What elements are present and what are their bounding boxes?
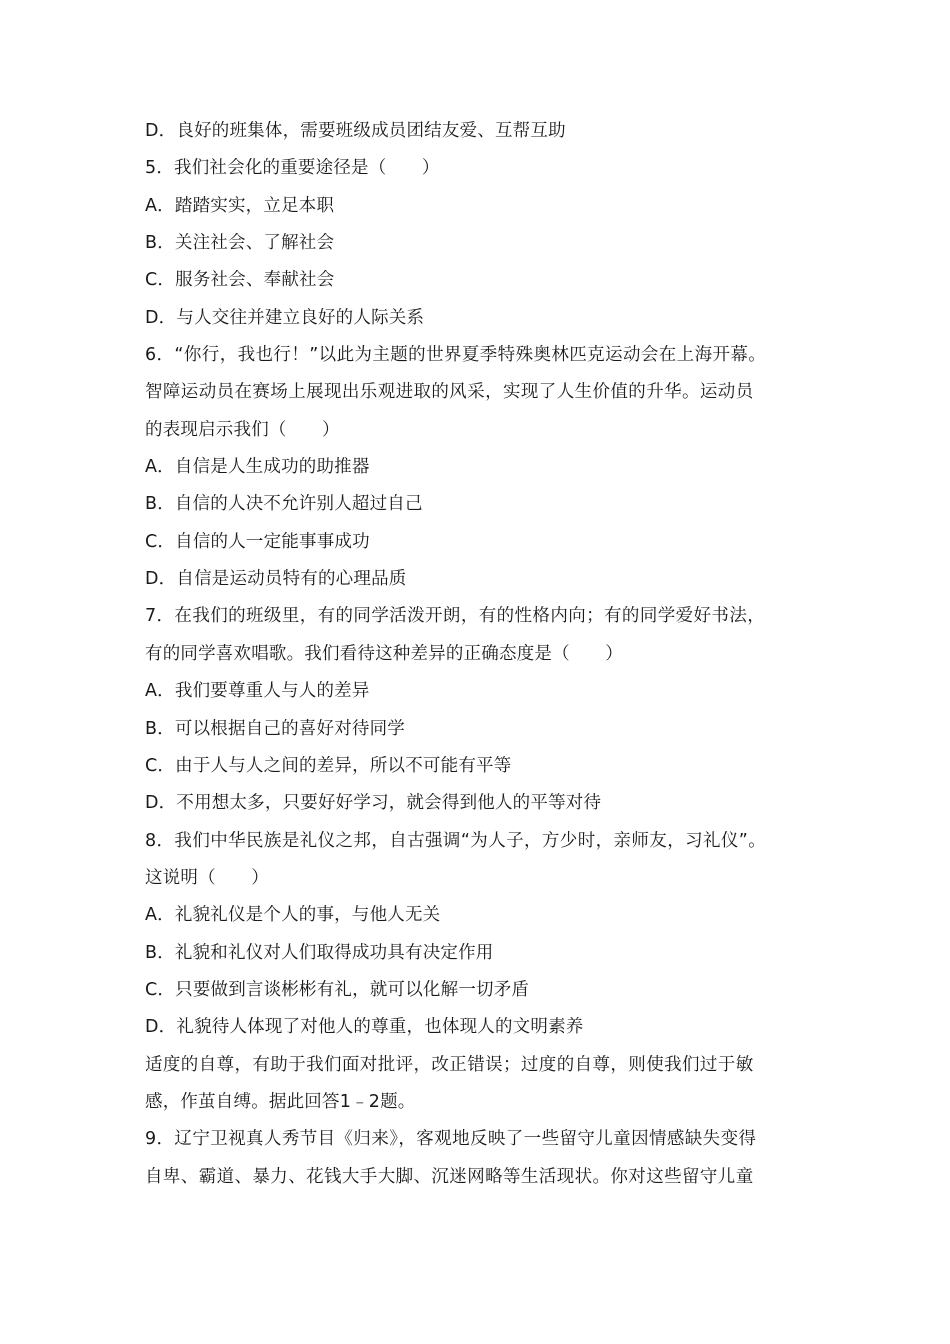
- option-c-q8: C．只要做到言谈彬彬有礼，就可以化解一切矛盾: [145, 979, 530, 1000]
- question-6-stem-line-1: 6．“你行，我也行！”以此为主题的世界夏季特殊奥林匹克运动会在上海开幕。: [145, 345, 767, 366]
- option-a-q7: A．我们要尊重人与人的差异: [145, 681, 370, 702]
- option-b-q5: B．关注社会、了解社会: [145, 233, 335, 254]
- option-a-q6: A．自信是人生成功的助推器: [145, 457, 370, 478]
- option-c-q7: C．由于人与人之间的差异，所以不可能有平等: [145, 755, 512, 776]
- question-9-stem-line-2: 自卑、霸道、暴力、花钱大手大脚、沉迷网略等生活现状。你对这些留守儿童: [145, 1166, 754, 1187]
- question-6-stem-line-3: 的表现启示我们（ ）: [145, 419, 340, 440]
- question-8-stem-line-2: 这说明（ ）: [145, 867, 269, 888]
- option-d-q8: D．礼貌待人体现了对他人的尊重，也体现人的文明素养: [145, 1017, 584, 1038]
- option-d-q4: D．良好的班集体，需要班级成员团结友爱、互帮互助: [145, 121, 566, 141]
- option-b-q7: B．可以根据自己的喜好对待同学: [145, 718, 406, 739]
- passage-line-2: 感，作茧自缚。据此回答1﹣2题。: [145, 1091, 416, 1112]
- question-9-stem-line-1: 9．辽宁卫视真人秀节目《归来》，客观地反映了一些留守儿童因情感缺失变得: [145, 1129, 757, 1150]
- option-a-q5: A．踏踏实实，立足本职: [145, 195, 335, 216]
- question-5-stem: 5．我们社会化的重要途径是（ ）: [145, 158, 440, 179]
- question-7-stem-line-2: 有的同学喜欢唱歌。我们看待这种差异的正确态度是（ ）: [145, 643, 623, 664]
- passage-line-1: 适度的自尊，有助于我们面对批评，改正错误；过度的自尊，则使我们过于敏: [145, 1054, 754, 1075]
- option-d-q5: D．与人交往并建立良好的人际关系: [145, 307, 425, 328]
- document-body: [145, 113, 815, 1196]
- option-a-q8: A．礼貌礼仪是个人的事，与他人无关: [145, 905, 441, 926]
- option-b-q8: B．礼貌和礼仪对人们取得成功具有决定作用: [145, 942, 494, 963]
- option-c-q6: C．自信的人一定能事事成功: [145, 531, 370, 552]
- option-d-q6: D．自信是运动员特有的心理品质: [145, 569, 407, 590]
- question-6-stem-line-2: 智障运动员在赛场上展现出乐观进取的风采，实现了人生价值的升华。运动员: [145, 382, 754, 403]
- option-b-q6: B．自信的人决不允许别人超过自己: [145, 494, 423, 515]
- question-7-stem-line-1: 7．在我们的班级里，有的同学活泼开朗，有的性格内向；有的同学爱好书法，: [145, 606, 766, 627]
- option-d-q7: D．不用想太多，只要好好学习，就会得到他人的平等对待: [145, 793, 602, 814]
- option-c-q5: C．服务社会、奉献社会: [145, 270, 335, 291]
- question-8-stem-line-1: 8．我们中华民族是礼仪之邦，自古强调“为人子，方少时，亲师友，习礼仪”。: [145, 830, 767, 851]
